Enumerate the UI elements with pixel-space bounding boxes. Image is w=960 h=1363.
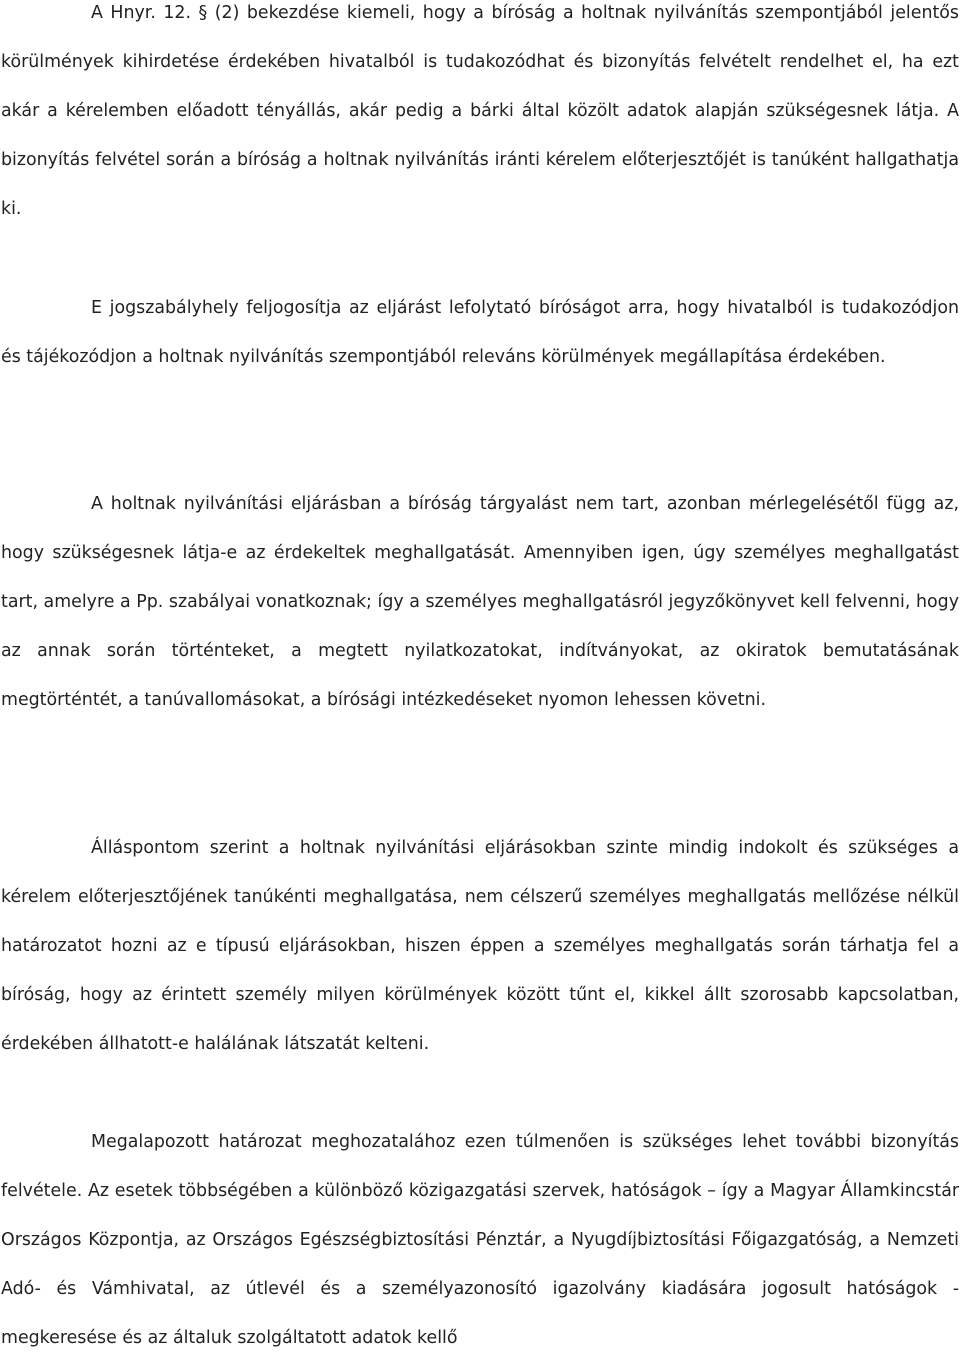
- paragraph-court-authority: E jogszabályhely feljogosítja az eljárást lefolytató bíróságot arra, hogy hivatalból is tudakozódjon és tájékozódjon a holtnak nyilvánítás szempontjából releváns körülmények megállapítása érdekében.: [1, 298, 959, 367]
- paragraph-author-opinion: Álláspontom szerint a holtnak nyilvánítási eljárásokban szinte mindig indokolt és szükséges a kérelem előterjesztőjének tanúkénti meghallgatása, nem célszerű személyes meghallgatás mellőzése nélkül határozatot hozni az e típusú eljárásokban, hiszen éppen a személyes meghallgatás során tárhatja fel a bíróság, hogy az érintett személy milyen körülmények között tűnt el, kikkel állt szorosabb kapcsolatban, érdekében állhatott-e halálának látszatát kelteni.: [1, 838, 959, 1054]
- paragraph-further-evidence: Megalapozott határozat meghozatalához ezen túlmenően is szükséges lehet további bizonyítás felvétele. Az esetek többségében a különböző közigazgatási szervek, hatóságok – így a Magyar Államkincstár Országos Központja, az Országos Egészségbiztosítási Pénztár, a Nyugdíjbiztosítási Főigazgatóság, a Nemzeti Adó- és Vámhivatal, az útlevél és a személyazonosító igazolvány kiadására jogosult hatóságok - megkeresése és az általuk szolgáltatott adatok kellő: [1, 1132, 959, 1348]
- paragraph-hearing-rules: A holtnak nyilvánítási eljárásban a bíróság tárgyalást nem tart, azonban mérlegelésétől függ az, hogy szükségesnek látja-e az érdekeltek meghallgatását. Amennyiben igen, úgy személyes meghallgatást tart, amelyre a Pp. szabályai vonatkoznak; így a személyes meghallgatásról jegyzőkönyvet kell felvenni, hogy az annak során történteket, a megtett nyilatkozatokat, indítványokat, az okiratok bemutatásának megtörténtét, a tanúvallomásokat, a bírósági intézkedéseket nyomon lehessen követni.: [1, 494, 959, 710]
- paragraph-hnyr-section: A Hnyr. 12. § (2) bekezdése kiemeli, hogy a bíróság a holtnak nyilvánítás szempontjából jelentős körülmények kihirdetése érdekében hivatalból is tudakozódhat és bizonyítás felvételt rendelhet el, ha ezt akár a kérelemben előadott tényállás, akár pedig a bárki által közölt adatok alapján szükségesnek látja. A bizonyítás felvétel során a bíróság a holtnak nyilvánítás iránti kérelem előterjesztőjét is tanúként hallgathatja ki.: [1, 3, 959, 219]
